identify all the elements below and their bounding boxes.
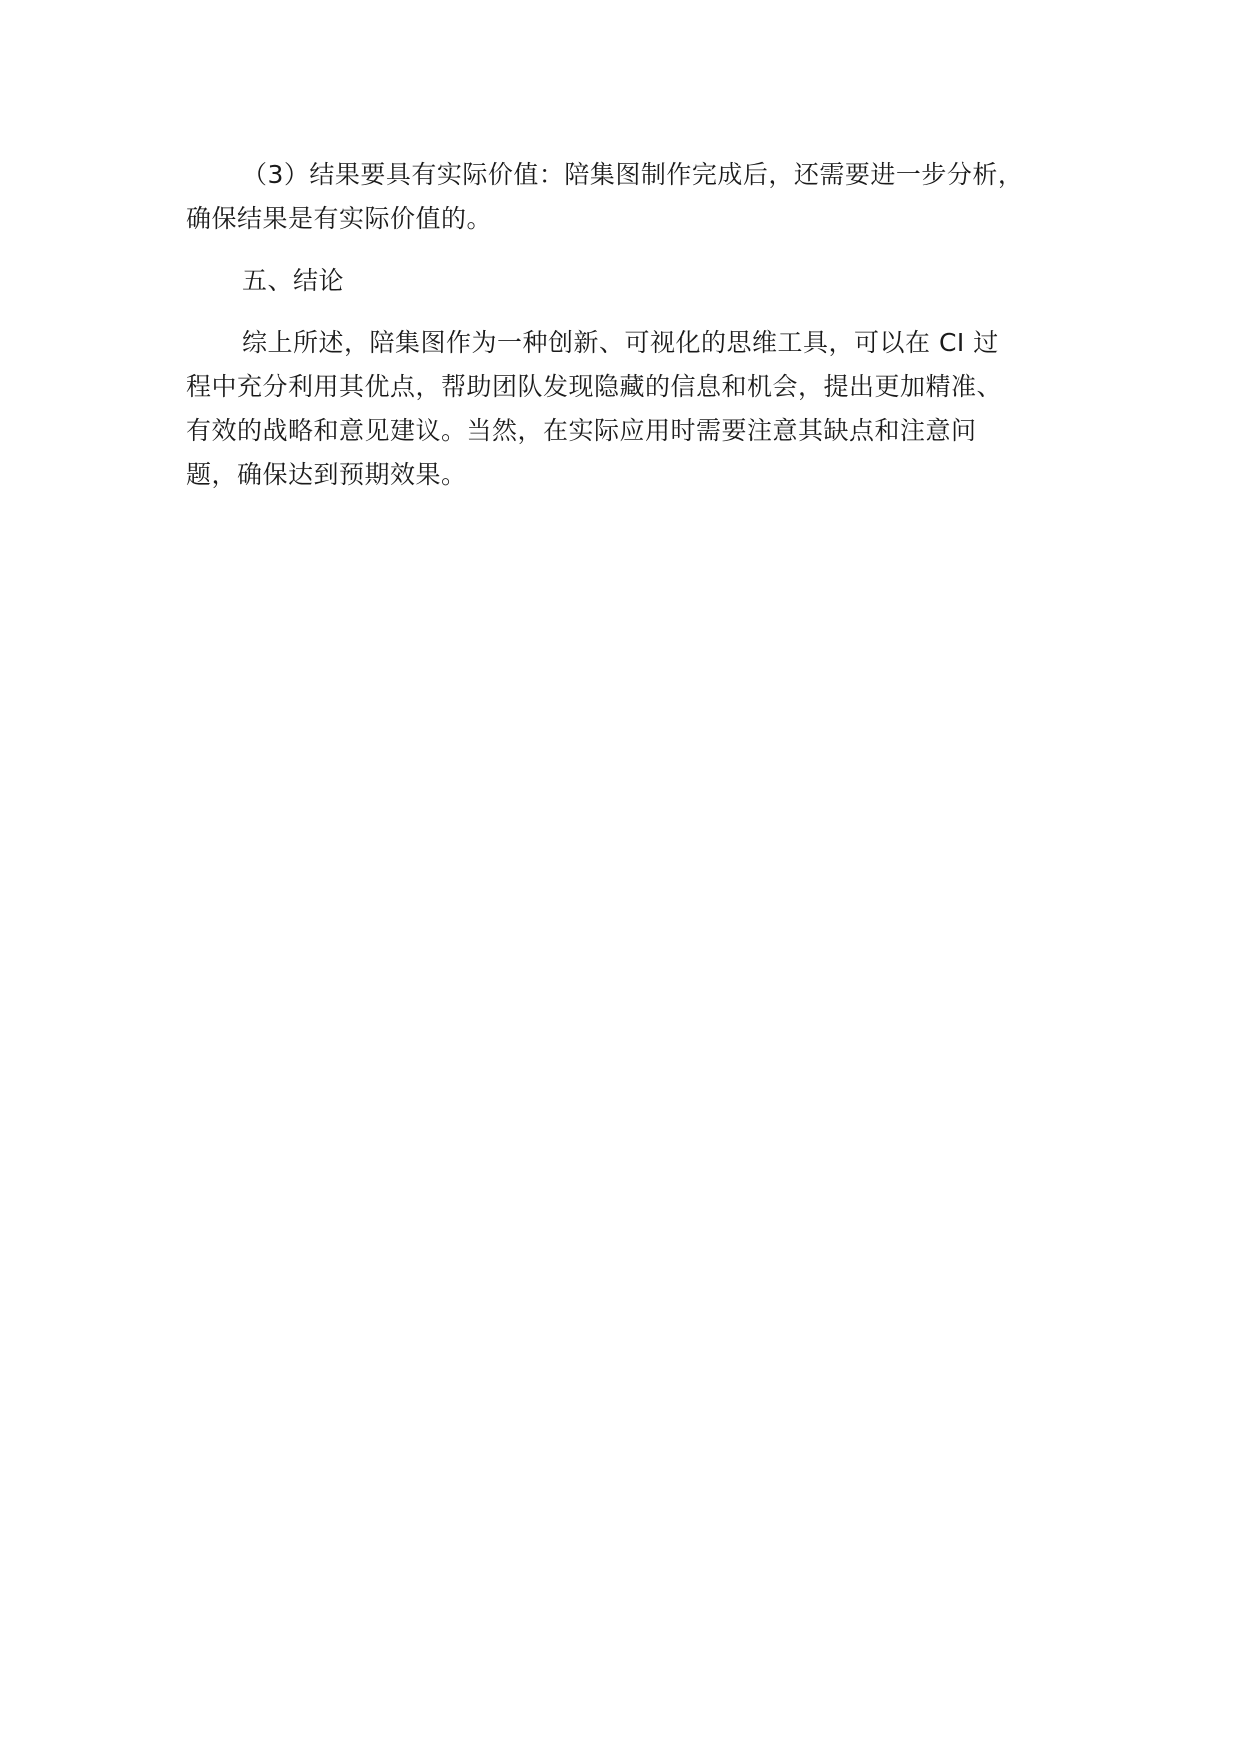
heading-text: 五、结论 [242,266,345,295]
text-line: 程中充分利用其优点，帮助团队发现隐藏的信息和机会，提出更加精准、 [186,372,1003,401]
text-line: 题，确保达到预期效果。 [186,460,467,489]
paragraph-result-value [186,153,1071,241]
text-line: （3）结果要具有实际价值：陪集图制作完成后，还需要进一步分析， [242,160,1024,189]
text-line: 综上所述，陪集图作为一种创新、可视化的思维工具，可以在 CI 过 [242,328,999,357]
text-line: 确保结果是有实际价值的。 [186,204,493,233]
document-body [186,153,1071,497]
text-line: 有效的战略和意见建议。当然，在实际应用时需要注意其缺点和注意问 [186,416,977,445]
paragraph-conclusion [186,321,1071,497]
section-heading-conclusion [186,259,1071,303]
